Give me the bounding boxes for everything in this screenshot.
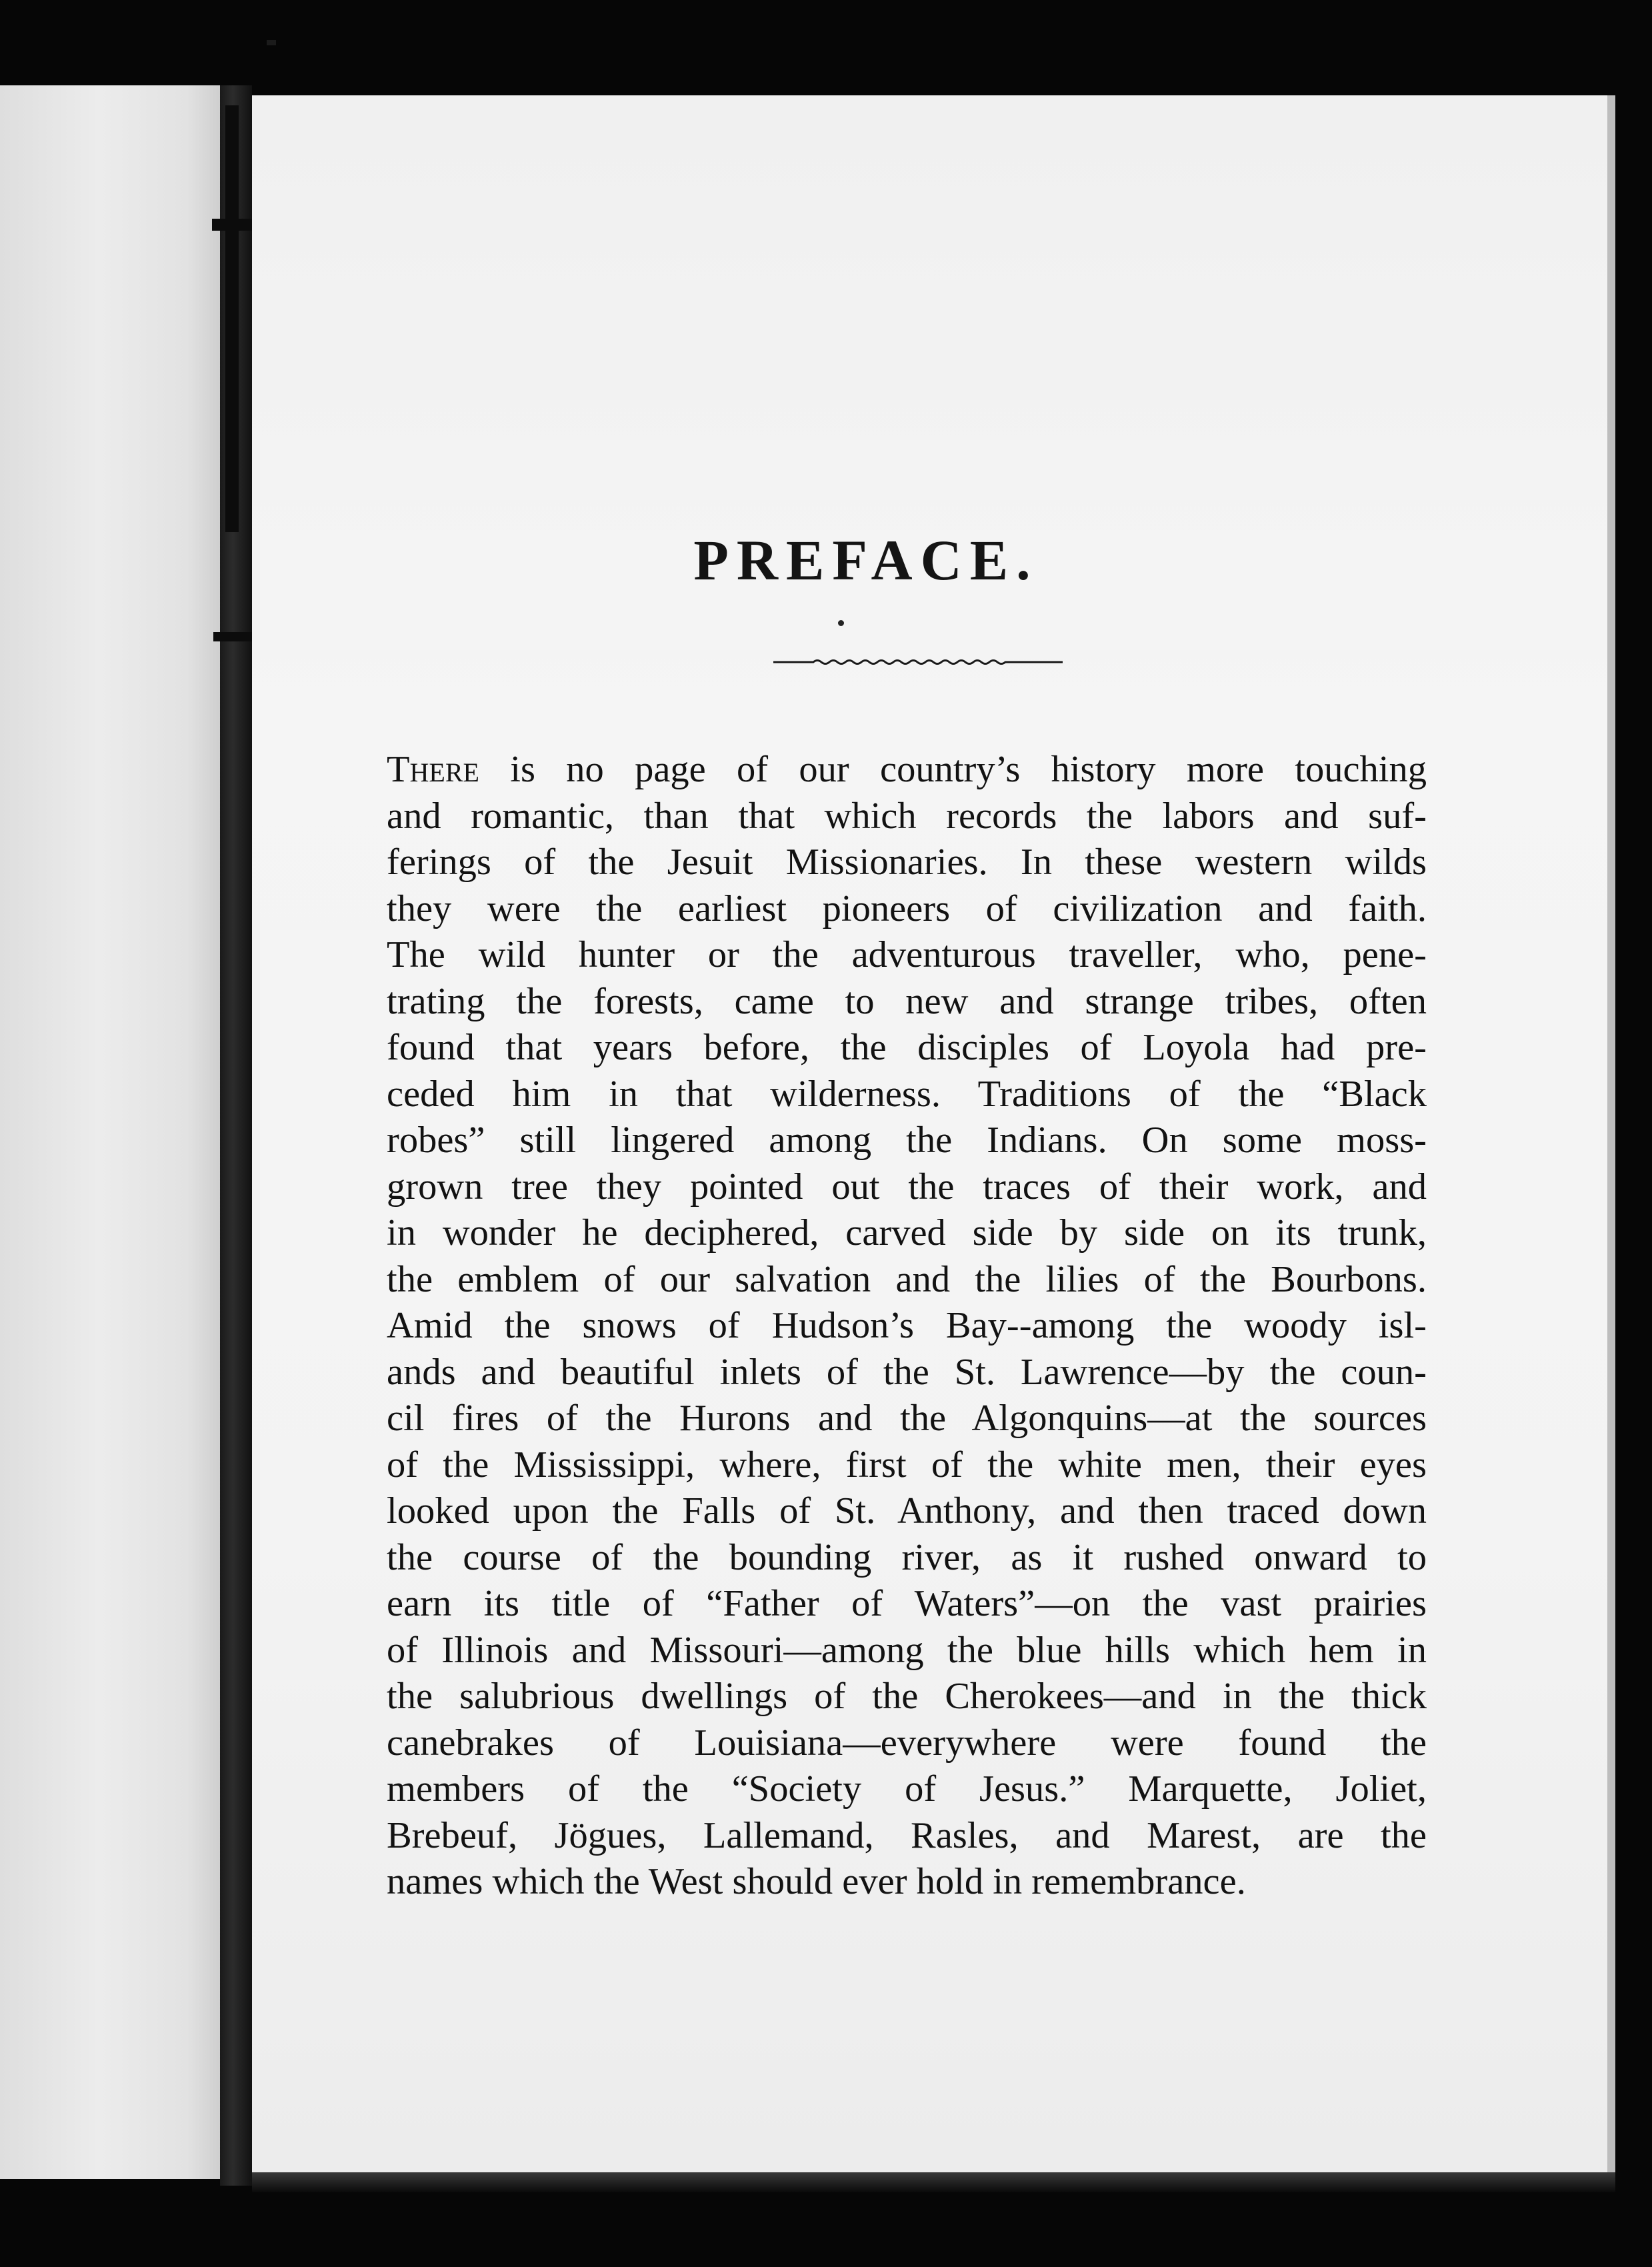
text-line-13: Amid the snows of Hudson’s Bay--among the woody isl- — [387, 1305, 1427, 1346]
text-line-11: in wonder he deciphered, carved side by side on its trunk, — [387, 1212, 1427, 1254]
text-line-7: found that years before, the disciples of Loyola had pre- — [387, 1027, 1427, 1068]
text-line-24: Brebeuf, Jögues, Lallemand, Rasles, and Marest, are the — [387, 1814, 1427, 1856]
page-edge — [1607, 95, 1615, 2179]
spine-shadow — [225, 105, 239, 532]
wavy-rule-ornament — [773, 657, 1063, 667]
text-line-12: the emblem of our salvation and the lilies of the Bourbons. — [387, 1258, 1427, 1300]
text-line-17: looked upon the Falls of St. Anthony, and then traced down — [387, 1490, 1427, 1532]
text-line-3: ferings of the Jesuit Missionaries. In these western wilds — [387, 841, 1427, 883]
text-line-22: canebrakes of Louisiana—everywhere were found the — [387, 1722, 1427, 1764]
page-title: PREFACE. — [693, 528, 1039, 592]
text-line-16: of the Mississippi, where, first of the white men, their eyes — [387, 1444, 1427, 1486]
text-line-1 — [387, 747, 1427, 793]
drop-word: There — [387, 749, 479, 790]
line-text: is no page of our country’s history more touching — [479, 749, 1427, 790]
preface-paragraph — [387, 747, 1427, 1906]
text-line-25: names which the West should ever hold in remembrance. — [387, 1861, 1246, 1902]
text-line-18: the course of the bounding river, as it rushed onward to — [387, 1536, 1427, 1578]
ornament-dot — [838, 620, 844, 626]
text-line-23: members of the “Society of Jesus.” Marquette, Joliet, — [387, 1768, 1427, 1810]
text-line-14: ands and beautiful inlets of the St. Lawrence—by the coun- — [387, 1351, 1427, 1393]
text-line-4: they were the earliest pioneers of civilization and faith. — [387, 887, 1427, 929]
page-bottom-shadow — [252, 2172, 1615, 2192]
text-line-10: grown tree they pointed out the traces of their work, and — [387, 1166, 1427, 1208]
book-gutter — [220, 85, 252, 2186]
spine-stitch-mark — [212, 219, 252, 231]
spine-stitch-mark — [213, 632, 253, 641]
text-line-20: of Illinois and Missouri—among the blue hills which hem in — [387, 1629, 1427, 1671]
text-line-8: ceded him in that wilderness. Traditions of the “Black — [387, 1073, 1427, 1115]
text-line-6: trating the forests, came to new and strange tribes, often — [387, 980, 1427, 1022]
text-line-9: robes” still lingered among the Indians. On some moss- — [387, 1119, 1427, 1161]
text-line-15: cil fires of the Hurons and the Algonquins—at the sources — [387, 1398, 1427, 1439]
text-line-19: earn its title of “Father of Waters”—on the vast prairies — [387, 1583, 1427, 1624]
facing-page-blank — [0, 85, 220, 2179]
text-line-2: and romantic, than that which records the labors and suf- — [387, 795, 1427, 837]
text-line-21: the salubrious dwellings of the Cherokees—and in the thick — [387, 1676, 1427, 1717]
scan-speck — [267, 40, 276, 45]
text-line-5: The wild hunter or the adventurous traveller, who, pene- — [387, 934, 1427, 975]
